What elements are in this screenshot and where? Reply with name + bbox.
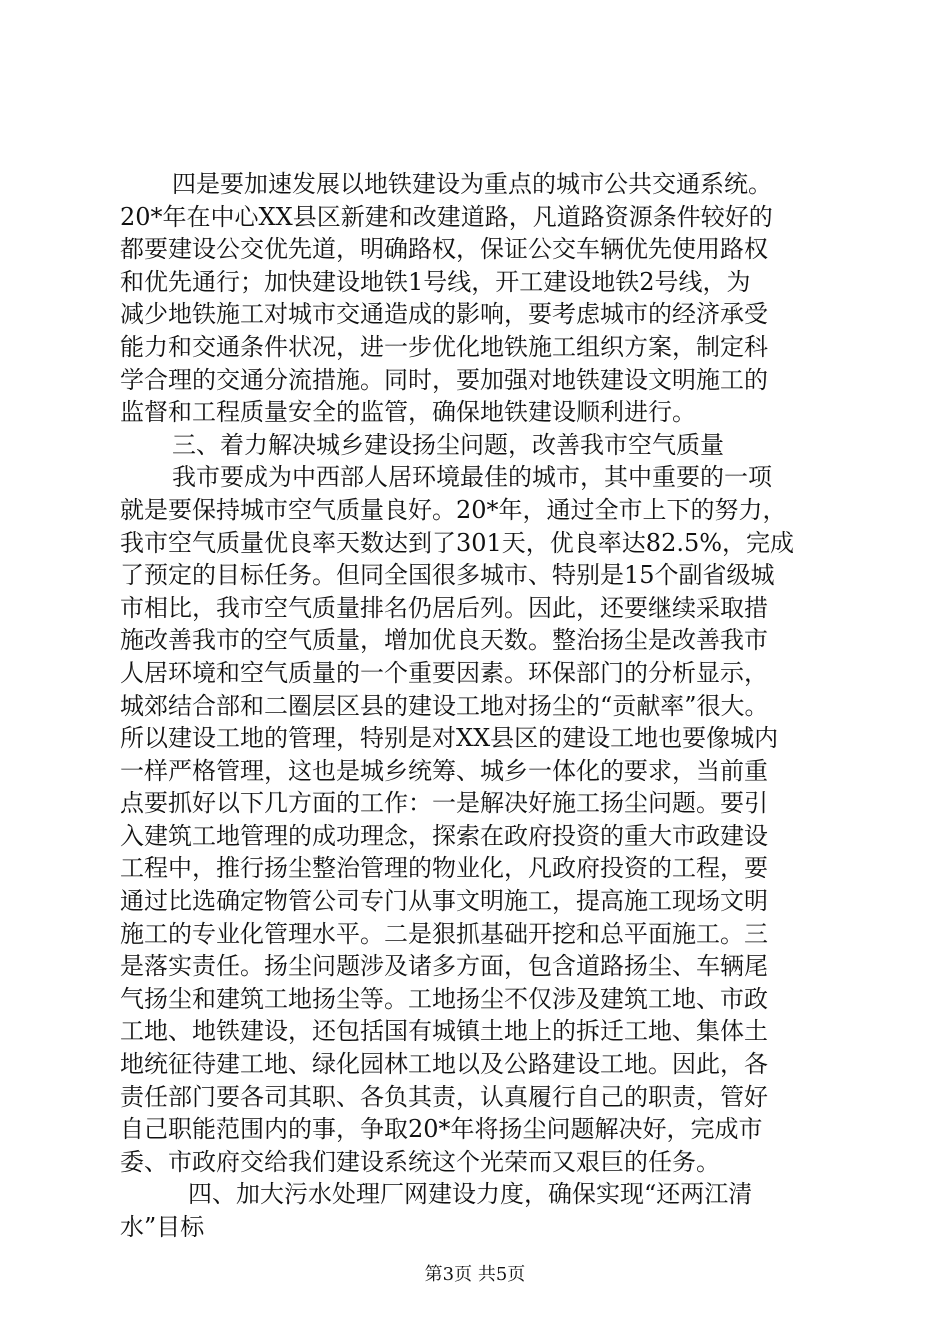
text-line: 自己职能范围内的事，争取20*年将扬尘问题解决好，完成市 [120, 1115, 763, 1144]
text-line: 了预定的目标任务。但同全国很多城市、特别是15个副省级城 [120, 561, 775, 590]
text-line: 点要抓好以下几方面的工作：一是解决好施工扬尘问题。要引 [120, 789, 768, 818]
text-line: 就是要保持城市空气质量良好。20*年，通过全市上下的努力， [120, 495, 787, 524]
text-line: 施工的专业化管理水平。二是狠抓基础开挖和总平面施工。三 [120, 919, 768, 948]
text-line: 三、着力解决城乡建设扬尘问题，改善我市空气质量 [172, 430, 724, 459]
text-line: 所以建设工地的管理，特别是对XX县区的建设工地也要像城内 [120, 724, 779, 753]
text-line: 是落实责任。扬尘问题涉及诸多方面，包含道路扬尘、车辆尾 [120, 952, 768, 981]
document-body [120, 168, 855, 1244]
text-line: 四、加大污水处理厂网建设力度，确保实现“还两江清 [188, 1180, 753, 1209]
text-line: 水”目标 [120, 1213, 205, 1241]
text-line: 施改善我市的空气质量，增加优良天数。整治扬尘是改善我市 [120, 626, 768, 655]
text-line: 工程中，推行扬尘整治管理的物业化，凡政府投资的工程，要 [120, 854, 768, 883]
text-line: 能力和交通条件状况，进一步优化地铁施工组织方案，制定科 [120, 332, 768, 361]
text-line: 工地、地铁建设，还包括国有城镇土地上的拆迁工地、集体土 [120, 1017, 768, 1046]
text-line: 20*年在中心XX县区新建和改建道路，凡道路资源条件较好的 [120, 202, 773, 231]
text-line: 气扬尘和建筑工地扬尘等。工地扬尘不仅涉及建筑工地、市政 [120, 984, 768, 1013]
text-line: 监督和工程质量安全的监管，确保地铁建设顺利进行。 [120, 398, 696, 427]
text-line: 学合理的交通分流措施。同时，要加强对地铁建设文明施工的 [120, 365, 768, 394]
text-line: 地统征待建工地、绿化园林工地以及公路建设工地。因此，各 [120, 1050, 768, 1079]
text-line: 通过比选确定物管公司专门从事文明施工，提高施工现场文明 [120, 887, 768, 916]
text-line: 委、市政府交给我们建设系统这个光荣而又艰巨的任务。 [120, 1147, 720, 1176]
text-line: 我市空气质量优良率天数达到了301天，优良率达82.5%，完成 [120, 528, 795, 557]
text-line: 责任部门要各司其职、各负其责，认真履行自己的职责，管好 [120, 1082, 768, 1111]
text-line: 四是要加速发展以地铁建设为重点的城市公共交通系统。 [172, 170, 772, 198]
text-line: 一样严格管理，这也是城乡统筹、城乡一体化的要求，当前重 [120, 756, 768, 785]
text-line: 和优先通行；加快建设地铁1号线，开工建设地铁2号线，为 [120, 267, 751, 296]
text-line: 城郊结合部和二圈层区县的建设工地对扬尘的“贡献率”很大。 [120, 691, 769, 720]
text-line: 我市要成为中西部人居环境最佳的城市，其中重要的一项 [172, 463, 772, 492]
text-line: 都要建设公交优先道，明确路权，保证公交车辆优先使用路权 [120, 235, 768, 264]
text-line: 减少地铁施工对城市交通造成的影响，要考虑城市的经济承受 [120, 300, 768, 329]
page-number-footer: 第3页 共5页 [424, 1264, 526, 1285]
text-line: 市相比，我市空气质量排名仍居后列。因此，还要继续采取措 [120, 593, 768, 622]
text-line: 人居环境和空气质量的一个重要因素。环保部门的分析显示， [120, 658, 768, 687]
text-line: 入建筑工地管理的成功理念，探索在政府投资的重大市政建设 [120, 821, 768, 850]
